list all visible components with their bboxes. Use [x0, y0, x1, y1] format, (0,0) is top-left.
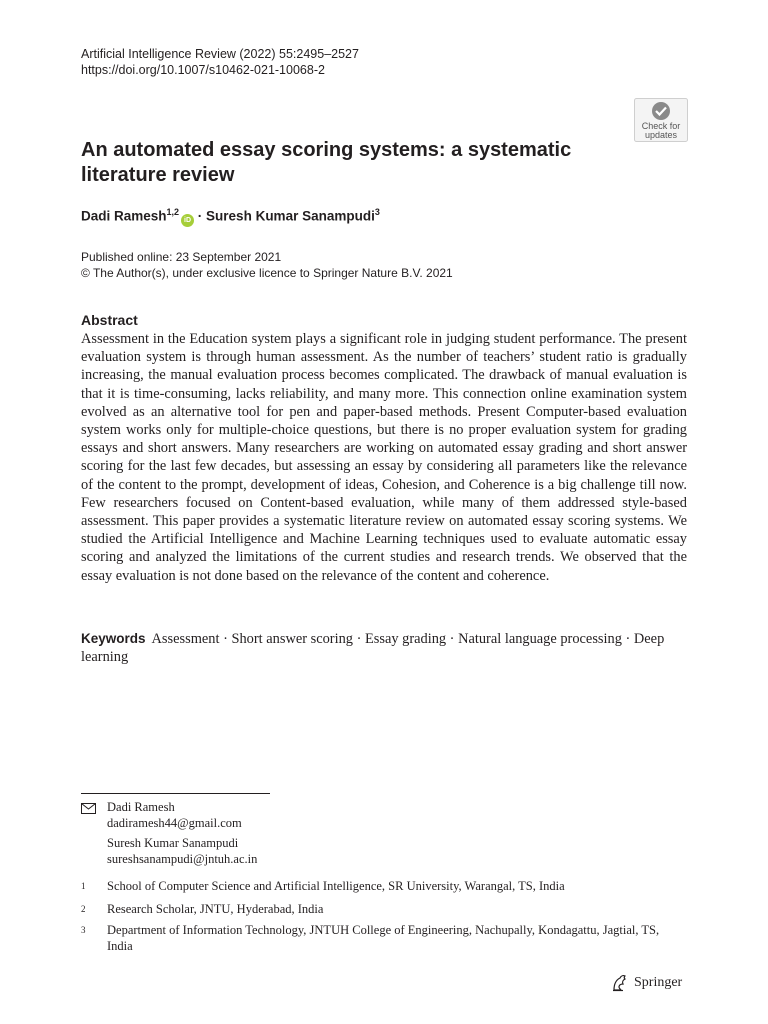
contact-email[interactable]: dadiramesh44@gmail.com [107, 815, 242, 830]
keywords-section [81, 630, 687, 666]
affiliation-number: 1 [81, 881, 86, 891]
keywords-label: Keywords [81, 631, 146, 646]
author-1-affil: 1,2 [166, 207, 180, 217]
author-separator: · [194, 208, 207, 224]
check-for-updates-badge[interactable] [634, 98, 688, 142]
affiliation-number: 2 [81, 904, 86, 914]
contact-email[interactable]: sureshsanampudi@jntuh.ac.in [107, 851, 258, 866]
badge-line2: updates [644, 130, 678, 140]
journal-citation: Artificial Intelligence Review (2022) 55:2495–2527 [81, 47, 359, 61]
doi-link[interactable]: https://doi.org/10.1007/s10462-021-10068-2 [81, 63, 325, 77]
affiliation-text: School of Computer Science and Artificial Intelligence, SR University, Warangal, TS, India [107, 879, 565, 893]
orcid-icon[interactable]: iD [181, 214, 194, 227]
springer-wordmark: Springer [634, 975, 683, 990]
author-2-name[interactable]: Suresh Kumar Sanampudi [206, 208, 375, 224]
contact-name: Dadi Ramesh [107, 800, 175, 814]
envelope-icon [81, 801, 96, 819]
badge-line1: Check for [641, 121, 681, 131]
contact-entry [107, 800, 242, 831]
author-2-affil: 3 [374, 207, 380, 217]
affiliation-number: 3 [81, 925, 86, 935]
abstract-heading: Abstract [81, 312, 138, 328]
affiliation-text: Department of Information Technology, JNTUH College of Engineering, Nachupally, Kondagattu, Jagtial, TS, India [107, 923, 660, 953]
publication-info [81, 249, 453, 281]
springer-logo[interactable] [611, 974, 682, 992]
check-for-updates-icon [634, 98, 688, 142]
author-line [81, 207, 380, 227]
springer-horse-icon [611, 974, 629, 992]
published-date: Published online: 23 September 2021 [81, 250, 282, 264]
journal-header [81, 46, 359, 78]
affiliation-text: Research Scholar, JNTU, Hyderabad, India [107, 902, 324, 916]
contact-entry [107, 836, 257, 867]
copyright-line: © The Author(s), under exclusive licence to Springer Nature B.V. 2021 [81, 266, 453, 280]
footnote-divider [81, 793, 270, 794]
contact-name: Suresh Kumar Sanampudi [107, 836, 239, 850]
abstract-body: Assessment in the Education system plays a significant role in judging student performance. The present evaluation system is through human assessment. As the number of teachers’ student ratio is gradually increasing, the manual evaluation process becomes complicated. The drawback of manual evaluation is that it is time-consuming, lacks reliability, and many more. This connection online examination system evolved as an alternative tool for pen and paper-based methods. Present Computer-based evaluation system works only for multiple-choice questions, but there is no proper evaluation system for grading essays and short answers. Many researchers are working on automated essay grading and short answer scoring for the last few decades, but assessing an essay by considering all parameters like the relevance of the content to the prompt, development of ideas, Cohesion, and Coherence is a big challenge till now. Few researchers focused on Content-based evaluation, while many of them addressed style-based assessment. This paper provides a systematic literature review on automated essay scoring systems. We studied the Artificial Intelligence and Machine Learning techniques used to evaluate automatic essay scoring and analyzed the limitations of the current studies and research trends. We observed that the essay evaluation is not done based on the relevance of the content and coherence. [81, 331, 687, 584]
keywords-list: Assessment · Short answer scoring · Essay grading · Natural language processing · Deep learning [81, 631, 665, 666]
author-1-name[interactable]: Dadi Ramesh [81, 208, 167, 224]
article-title: An automated essay scoring systems: a systematic literature review [81, 139, 572, 186]
